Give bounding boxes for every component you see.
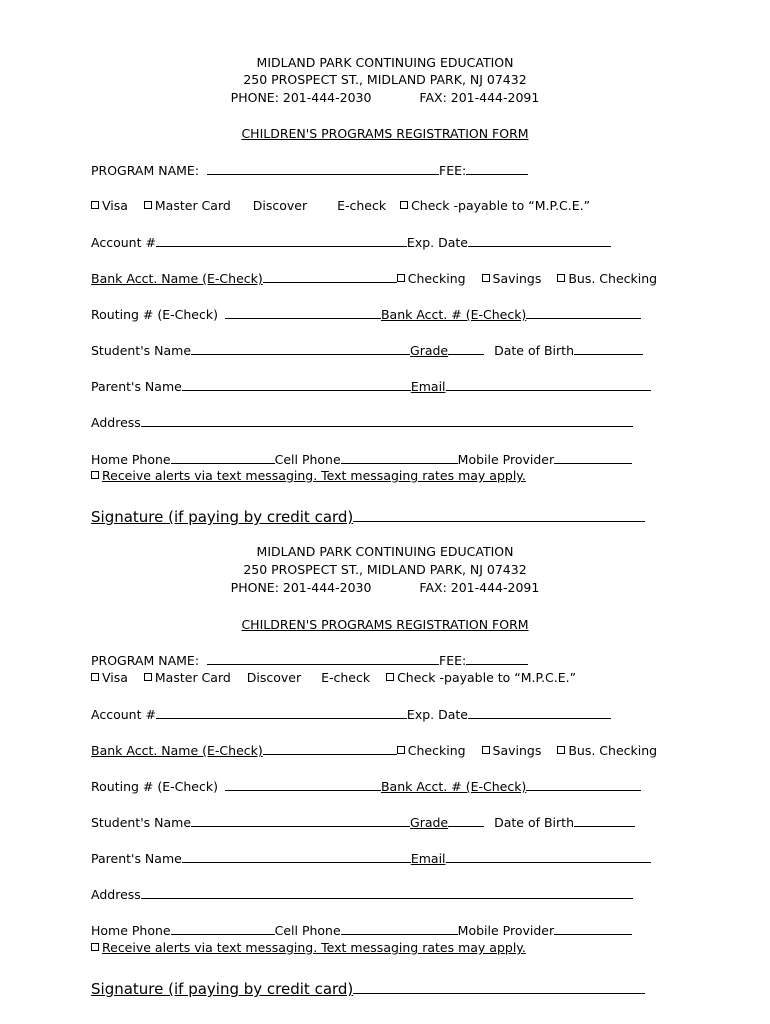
program-row bbox=[91, 652, 528, 669]
bank-name-row bbox=[91, 742, 657, 759]
cell-phone-label: Cell Phone bbox=[274, 452, 341, 467]
org-name: MIDLAND PARK CONTINUING EDUCATION bbox=[256, 55, 514, 70]
master-card-label: Master Card bbox=[154, 670, 231, 685]
bank-acct-name-label: Bank Acct. Name (E-Check) bbox=[91, 271, 263, 286]
bus-checking-label: Bus. Checking bbox=[568, 271, 658, 286]
form-title: CHILDREN'S PROGRAMS REGISTRATION FORM bbox=[241, 617, 529, 632]
bank-name-row bbox=[91, 270, 657, 287]
account-label: Account # bbox=[91, 235, 156, 250]
student-name-label: Student's Name bbox=[91, 343, 192, 358]
org-contact bbox=[0, 89, 770, 106]
discover-label: Discover bbox=[246, 670, 302, 685]
exp-date-field[interactable] bbox=[468, 706, 611, 719]
parent-name-label: Parent's Name bbox=[91, 379, 182, 394]
fee-field[interactable] bbox=[466, 162, 528, 175]
grade-label: Grade bbox=[410, 815, 449, 830]
alerts-label: Receive alerts via text messaging. Text messaging rates may apply. bbox=[102, 940, 526, 955]
signature-row bbox=[91, 506, 645, 526]
echeck-label: E-check bbox=[321, 670, 371, 685]
visa-checkbox[interactable] bbox=[91, 201, 99, 209]
address-label: Address bbox=[91, 887, 141, 902]
parent-name-label: Parent's Name bbox=[91, 851, 182, 866]
bank-acct-num-label: Bank Acct. # (E-Check) bbox=[380, 779, 527, 794]
address-label: Address bbox=[91, 415, 141, 430]
signature-label: Signature (if paying by credit card) bbox=[91, 508, 354, 526]
address-field[interactable] bbox=[141, 414, 633, 427]
bank-acct-name-label: Bank Acct. Name (E-Check) bbox=[91, 743, 263, 758]
home-phone-field[interactable] bbox=[171, 451, 275, 464]
account-field[interactable] bbox=[156, 706, 407, 719]
student-name-label: Student's Name bbox=[91, 815, 192, 830]
bank-acct-name-field[interactable] bbox=[263, 270, 397, 283]
form-title: CHILDREN'S PROGRAMS REGISTRATION FORM bbox=[241, 126, 529, 141]
program-name-label: PROGRAM NAME: bbox=[91, 653, 200, 668]
checking-checkbox[interactable] bbox=[397, 746, 405, 754]
program-row bbox=[91, 162, 528, 179]
savings-checkbox[interactable] bbox=[482, 274, 490, 282]
student-name-field[interactable] bbox=[191, 814, 410, 827]
student-name-field[interactable] bbox=[191, 342, 410, 355]
checking-checkbox[interactable] bbox=[397, 274, 405, 282]
check-payable-label: Check -payable to “M.P.C.E.” bbox=[411, 198, 591, 213]
visa-label: Visa bbox=[102, 670, 128, 685]
bank-acct-num-field[interactable] bbox=[526, 778, 641, 791]
alerts-label: Receive alerts via text messaging. Text messaging rates may apply. bbox=[102, 468, 526, 483]
address-field[interactable] bbox=[141, 886, 633, 899]
student-row bbox=[91, 814, 635, 831]
mobile-provider-label: Mobile Provider bbox=[457, 452, 555, 467]
home-phone-label: Home Phone bbox=[91, 923, 171, 938]
email-field[interactable] bbox=[446, 850, 651, 863]
parent-name-field[interactable] bbox=[182, 378, 411, 391]
alerts-row bbox=[91, 940, 526, 956]
exp-date-field[interactable] bbox=[468, 234, 611, 247]
savings-checkbox[interactable] bbox=[482, 746, 490, 754]
org-fax: FAX: 201-444-2091 bbox=[419, 580, 540, 595]
mobile-provider-field[interactable] bbox=[554, 922, 632, 935]
phone-row bbox=[91, 922, 632, 939]
bus-checking-label: Bus. Checking bbox=[568, 743, 658, 758]
bank-acct-name-field[interactable] bbox=[263, 742, 397, 755]
bank-acct-num-field[interactable] bbox=[526, 306, 641, 319]
master-card-checkbox[interactable] bbox=[144, 201, 152, 209]
program-name-field[interactable] bbox=[207, 162, 439, 175]
master-card-checkbox[interactable] bbox=[144, 673, 152, 681]
address-row bbox=[91, 414, 633, 431]
signature-field[interactable] bbox=[353, 978, 645, 994]
routing-row bbox=[91, 306, 641, 323]
student-row bbox=[91, 342, 643, 359]
mobile-provider-label: Mobile Provider bbox=[457, 923, 555, 938]
check-checkbox[interactable] bbox=[386, 673, 394, 681]
org-address: 250 PROSPECT ST., MIDLAND PARK, NJ 07432 bbox=[243, 72, 527, 87]
email-field[interactable] bbox=[446, 378, 651, 391]
email-label: Email bbox=[410, 379, 446, 394]
home-phone-field[interactable] bbox=[171, 922, 275, 935]
dob-label: Date of Birth bbox=[494, 343, 574, 358]
account-field[interactable] bbox=[156, 234, 407, 247]
payment-row bbox=[91, 198, 590, 214]
signature-field[interactable] bbox=[353, 506, 645, 522]
dob-field[interactable] bbox=[574, 342, 643, 355]
mobile-provider-field[interactable] bbox=[554, 451, 632, 464]
cell-phone-field[interactable] bbox=[341, 451, 458, 464]
parent-row bbox=[91, 850, 651, 867]
savings-label: Savings bbox=[492, 743, 542, 758]
check-checkbox[interactable] bbox=[400, 201, 408, 209]
checking-label: Checking bbox=[407, 271, 466, 286]
discover-label: Discover bbox=[252, 198, 308, 213]
org-phone: PHONE: 201-444-2030 bbox=[230, 90, 372, 105]
parent-row bbox=[91, 378, 651, 395]
cell-phone-label: Cell Phone bbox=[274, 923, 341, 938]
echeck-label: E-check bbox=[337, 198, 387, 213]
payment-row bbox=[91, 670, 576, 686]
account-row bbox=[91, 234, 611, 251]
routing-field[interactable] bbox=[225, 778, 381, 791]
account-row bbox=[91, 706, 611, 723]
org-fax: FAX: 201-444-2091 bbox=[419, 90, 540, 105]
fee-label: FEE: bbox=[439, 653, 467, 668]
bank-acct-num-label: Bank Acct. # (E-Check) bbox=[380, 307, 527, 322]
fee-field[interactable] bbox=[466, 652, 528, 665]
grade-field[interactable] bbox=[448, 342, 484, 355]
fee-label: FEE: bbox=[439, 163, 467, 178]
parent-name-field[interactable] bbox=[182, 850, 411, 863]
cell-phone-field[interactable] bbox=[341, 922, 458, 935]
phone-row bbox=[91, 451, 632, 468]
exp-date-label: Exp. Date bbox=[406, 235, 468, 250]
grade-label: Grade bbox=[410, 343, 449, 358]
account-label: Account # bbox=[91, 707, 156, 722]
bus-checking-checkbox[interactable] bbox=[557, 746, 565, 754]
program-name-label: PROGRAM NAME: bbox=[91, 163, 200, 178]
savings-label: Savings bbox=[492, 271, 542, 286]
visa-label: Visa bbox=[102, 198, 128, 213]
exp-date-label: Exp. Date bbox=[406, 707, 468, 722]
signature-row bbox=[91, 978, 645, 998]
visa-checkbox[interactable] bbox=[91, 673, 99, 681]
grade-field[interactable] bbox=[448, 814, 484, 827]
org-name: MIDLAND PARK CONTINUING EDUCATION bbox=[256, 544, 514, 559]
address-row bbox=[91, 886, 633, 903]
dob-label: Date of Birth bbox=[494, 815, 574, 830]
home-phone-label: Home Phone bbox=[91, 452, 171, 467]
alerts-row bbox=[91, 468, 526, 484]
bus-checking-checkbox[interactable] bbox=[557, 274, 565, 282]
email-label: Email bbox=[410, 851, 446, 866]
alerts-checkbox[interactable] bbox=[91, 943, 99, 951]
checking-label: Checking bbox=[407, 743, 466, 758]
routing-label: Routing # (E-Check) bbox=[91, 779, 218, 794]
master-card-label: Master Card bbox=[154, 198, 231, 213]
org-contact bbox=[0, 579, 770, 596]
alerts-checkbox[interactable] bbox=[91, 471, 99, 479]
org-address: 250 PROSPECT ST., MIDLAND PARK, NJ 07432 bbox=[243, 562, 527, 577]
routing-label: Routing # (E-Check) bbox=[91, 307, 218, 322]
check-payable-label: Check -payable to “M.P.C.E.” bbox=[397, 670, 577, 685]
signature-label: Signature (if paying by credit card) bbox=[91, 980, 354, 998]
dob-field[interactable] bbox=[574, 814, 635, 827]
routing-field[interactable] bbox=[225, 306, 381, 319]
routing-row bbox=[91, 778, 641, 795]
org-phone: PHONE: 201-444-2030 bbox=[230, 580, 372, 595]
program-name-field[interactable] bbox=[207, 652, 439, 665]
